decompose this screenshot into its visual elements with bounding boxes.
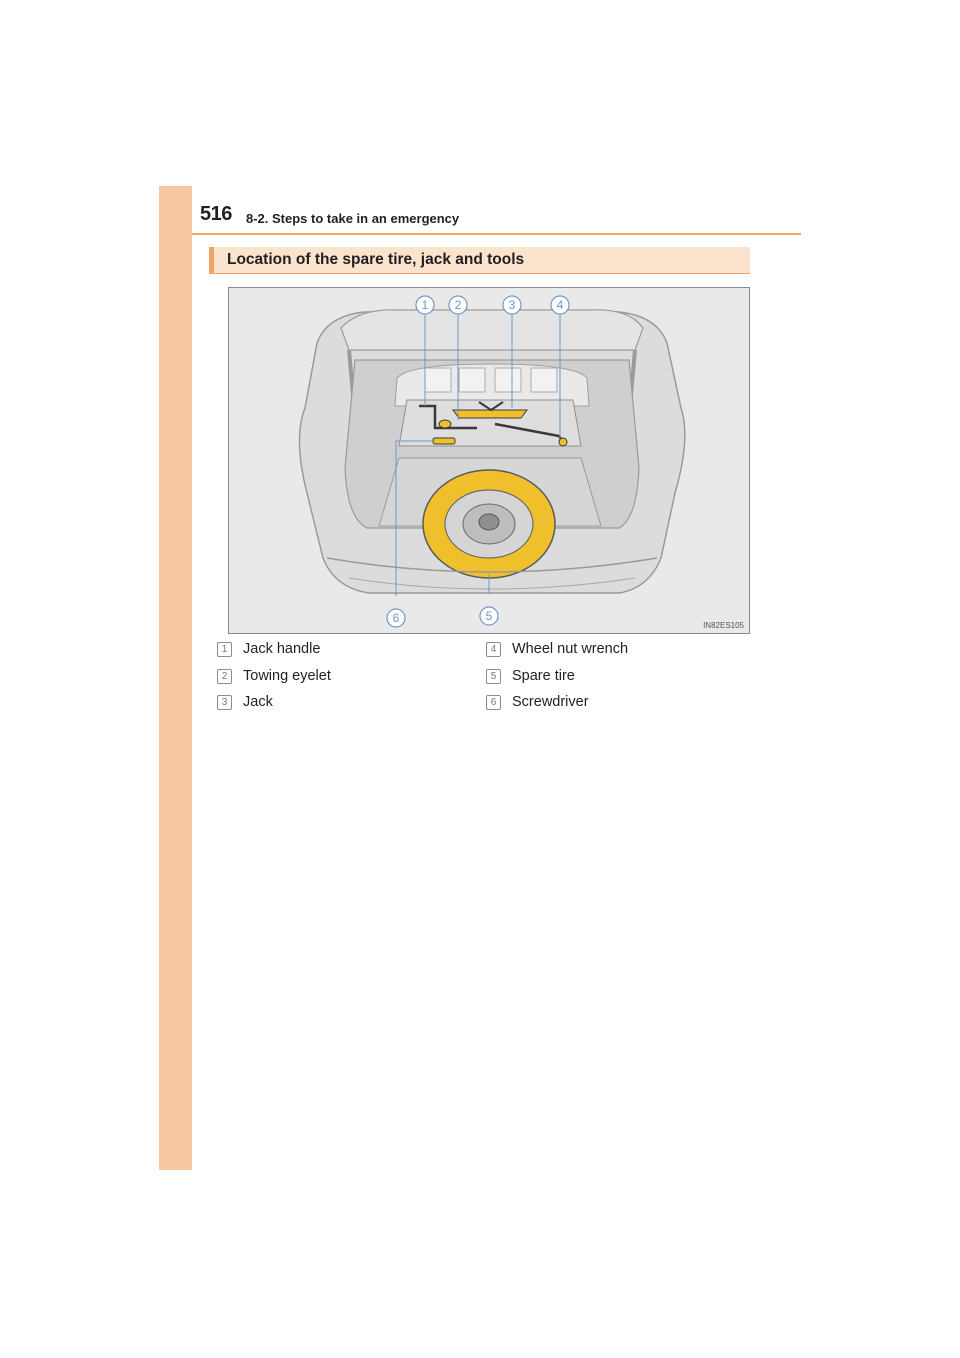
legend-item-jack-handle — [217, 640, 320, 658]
callout-3: 3 — [508, 298, 516, 312]
legend-item-wheel-nut-wrench — [486, 640, 628, 658]
callout-2: 2 — [454, 298, 462, 312]
legend-label: Jack handle — [243, 641, 321, 657]
callout-1: 1 — [421, 298, 429, 312]
legend-item-screwdriver — [486, 693, 589, 711]
trunk-illustration-drawing — [229, 288, 749, 633]
callout-6: 6 — [392, 611, 400, 625]
section-title: 8-2. Steps to take in an emergency — [246, 211, 460, 226]
legend-number-badge: 3 — [217, 695, 232, 710]
section-heading — [209, 247, 750, 274]
side-tab — [159, 186, 192, 1170]
legend-number-badge: 6 — [486, 695, 501, 710]
legend-number-badge: 5 — [486, 669, 501, 684]
callout-4: 4 — [556, 298, 564, 312]
legend-label: Wheel nut wrench — [512, 641, 629, 657]
figure-code: IN82ES105 — [703, 621, 744, 630]
section-heading-text: Location of the spare tire, jack and tools — [227, 251, 525, 268]
jack — [453, 410, 527, 418]
legend-item-spare-tire — [486, 667, 575, 685]
legend-number-badge: 1 — [217, 642, 232, 657]
legend-label: Towing eyelet — [243, 668, 331, 684]
page-number: 516 — [200, 203, 232, 225]
legend-number-badge: 4 — [486, 642, 501, 657]
legend-label: Spare tire — [512, 668, 575, 684]
legend-label: Jack — [243, 694, 273, 710]
legend-label: Screwdriver — [512, 694, 589, 710]
legend-number-badge: 2 — [217, 669, 232, 684]
trunk-illustration — [228, 287, 750, 634]
legend-item-jack — [217, 693, 273, 711]
header-rule — [192, 233, 801, 235]
trunk-lid — [341, 310, 643, 350]
callout-5: 5 — [485, 609, 493, 623]
legend-item-towing-eyelet — [217, 667, 331, 685]
